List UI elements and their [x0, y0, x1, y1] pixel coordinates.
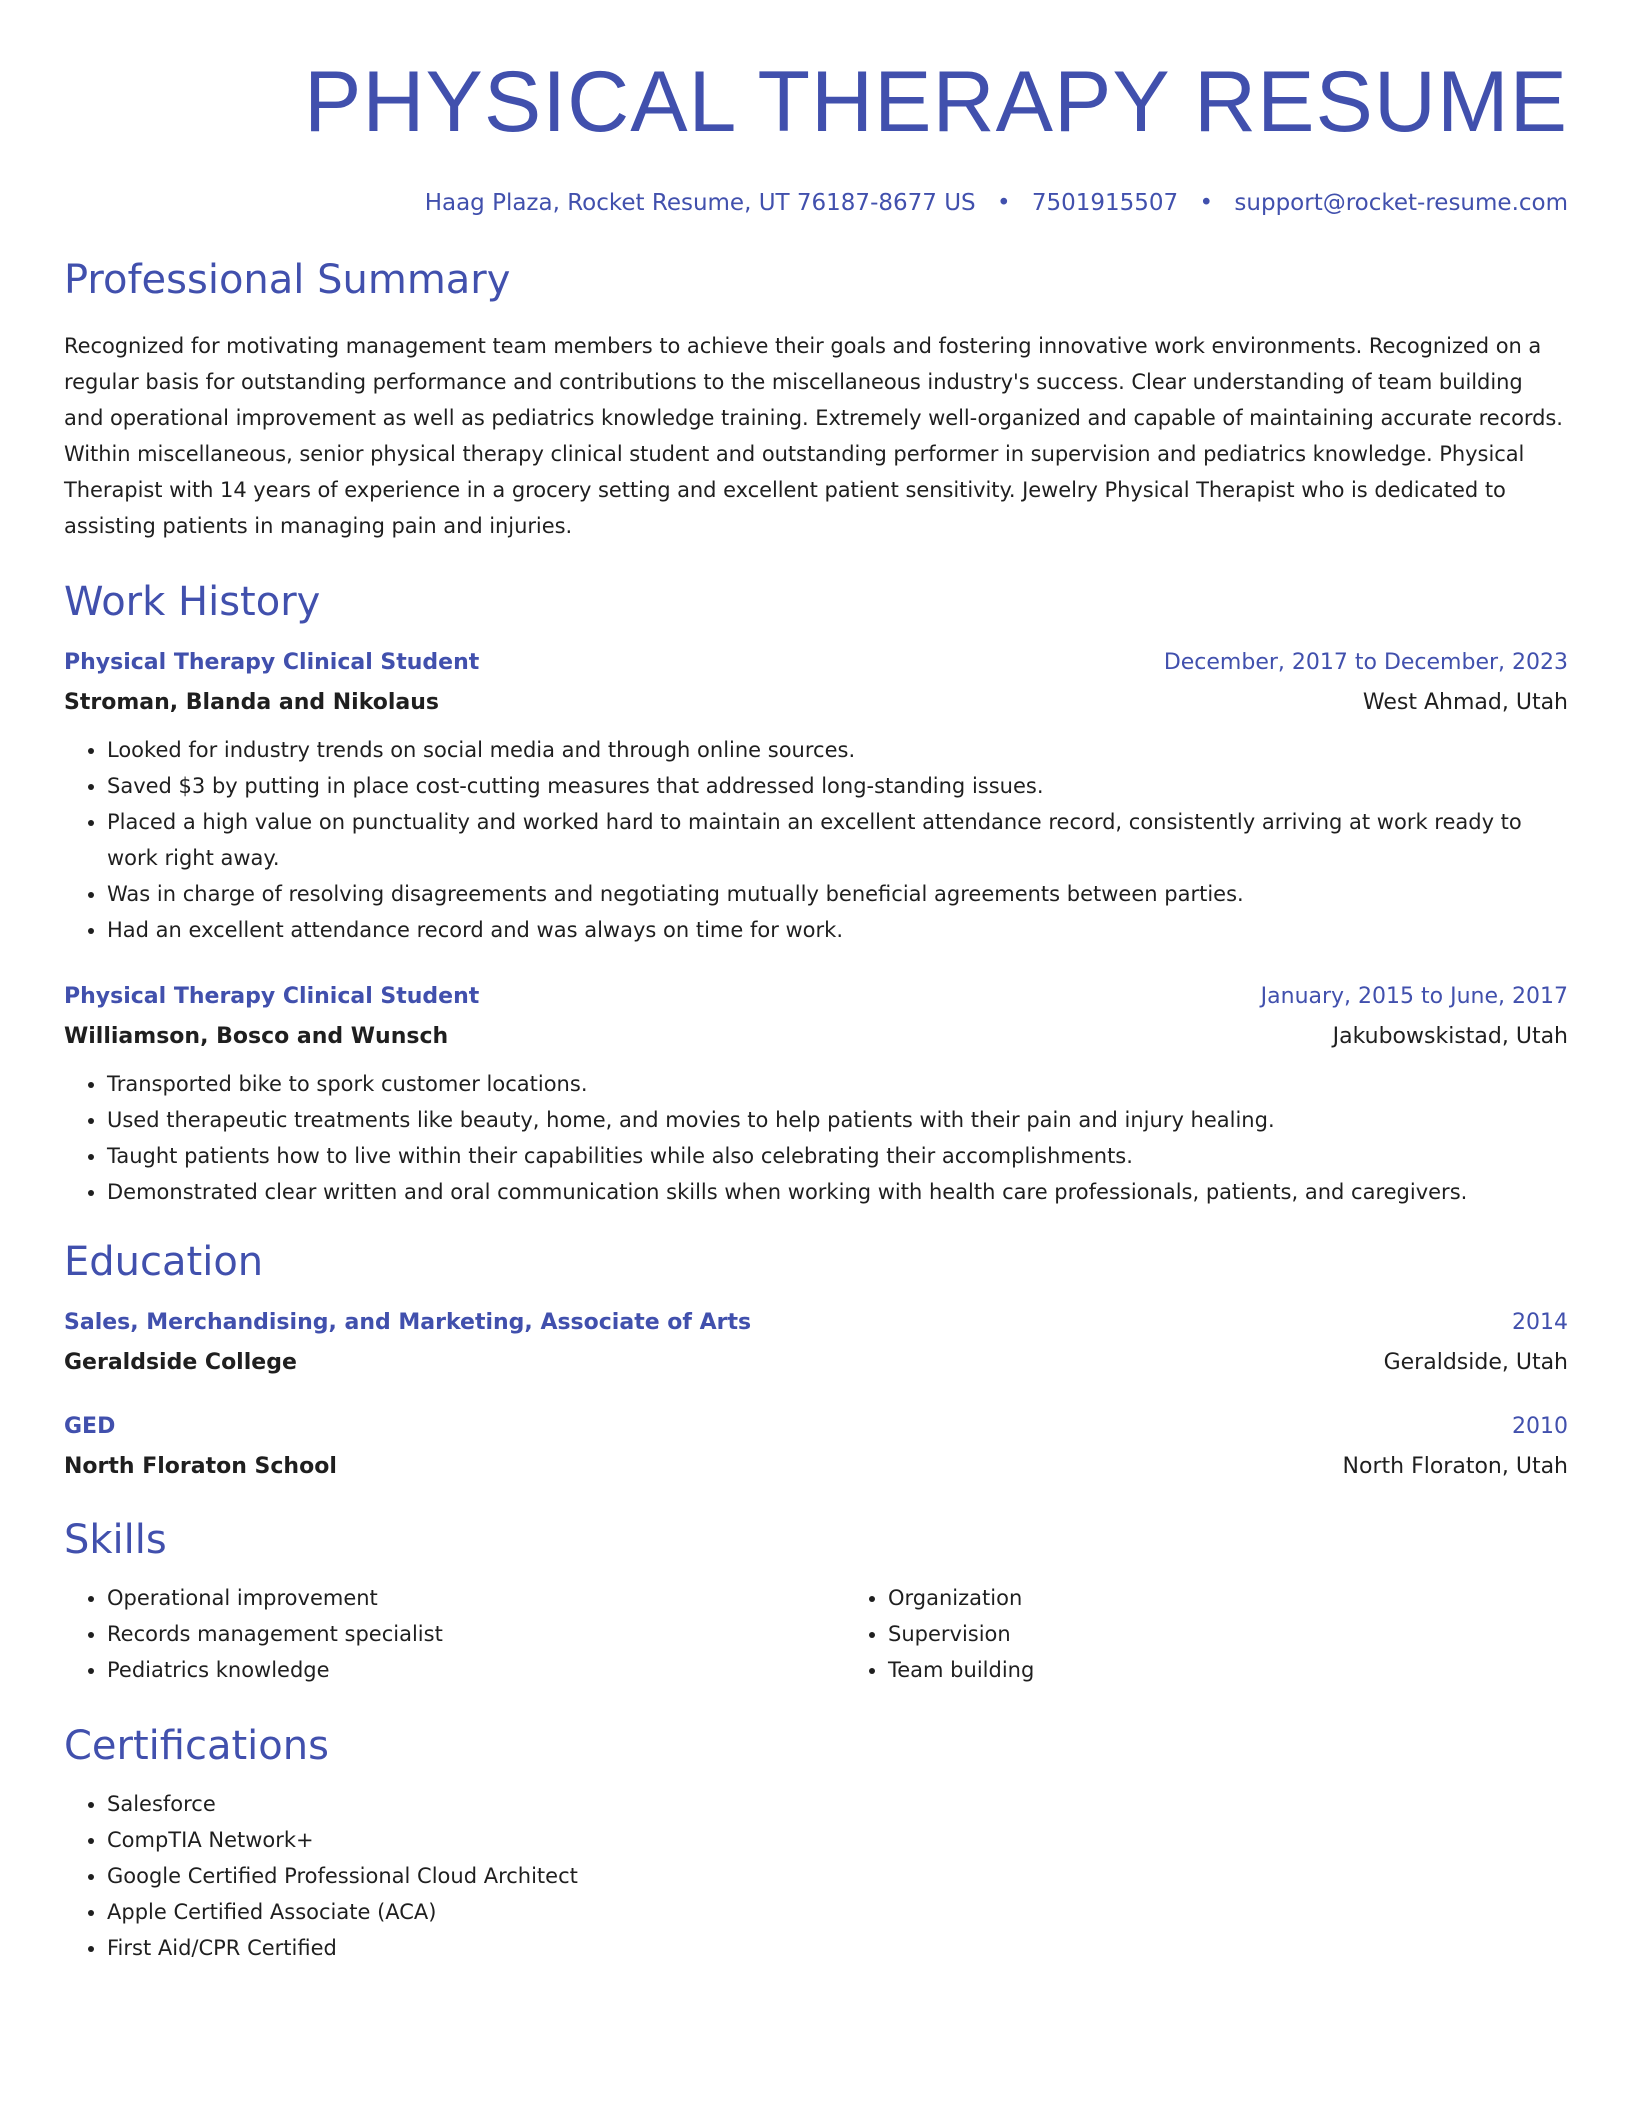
education-location: Geraldside, Utah [1383, 1350, 1568, 1375]
education-degree: GED [64, 1414, 116, 1439]
skill-item: • Supervision [888, 1616, 1034, 1652]
contact-separator: • [1199, 190, 1214, 216]
job-bullets [64, 1066, 1568, 1210]
skill-item: • Records management specialist [107, 1616, 845, 1652]
job-company-row [64, 1022, 1568, 1052]
job-role: Physical Therapy Clinical Student [64, 984, 480, 1009]
certification-item: • CompTIA Network+ [107, 1822, 1568, 1858]
contact-email: support@rocket-resume.com [1234, 190, 1568, 216]
skill-item: • Organization [888, 1580, 1034, 1616]
skills-heading: Skills [64, 1517, 167, 1563]
job-role: Physical Therapy Clinical Student [64, 650, 480, 675]
education-school-row [64, 1348, 1568, 1378]
education-header-row [64, 1412, 1568, 1442]
contact-address: Haag Plaza, Rocket Resume, UT 76187-8677 US [424, 190, 976, 216]
education-school-row [64, 1452, 1568, 1482]
job-location: West Ahmad, Utah [1362, 690, 1568, 715]
certifications-list [64, 1786, 1568, 1966]
certification-item: • First Aid/CPR Certified [107, 1930, 1568, 1966]
certifications-heading: Certifications [64, 1723, 329, 1769]
education-degree: Sales, Merchandising, and Marketing, Associate of Arts [64, 1310, 752, 1335]
summary-text: Recognized for motivating management team members to achieve their goals and fostering innovative work environments. Recognized on a regular basis for outstanding performance and contributions to the miscellaneous industry's success. Clear understanding of team building and operational improvement as well as pediatrics knowledge training. Extremely well-organized and capable of maintaining accurate records. Within miscellaneous, senior physical therapy clinical student and outstanding performer in supervision and pediatrics knowledge. Physical Therapist with 14 years of experience in a grocery setting and excellent patient sensitivity. Jewelry Physical Therapist who is dedicated to assisting patients in managing pain and injuries. [64, 334, 1563, 538]
job-company: Stroman, Blanda and Nikolaus [64, 690, 440, 715]
job-header-row [64, 648, 1568, 678]
job-company-row [64, 688, 1568, 718]
certification-item: • Apple Certified Associate (ACA) [107, 1894, 1568, 1930]
job-location: Jakubowskistad, Utah [1332, 1024, 1568, 1049]
skill-item: • Operational improvement [107, 1580, 845, 1616]
certification-item: • Salesforce [107, 1786, 1568, 1822]
job-bullet: • Taught patients how to live within their capabilities while also celebrating their accomplishments. [107, 1138, 1568, 1174]
job-bullet: • Demonstrated clear written and oral communication skills when working with health care professionals, patients, and caregivers. [107, 1174, 1568, 1210]
job-company: Williamson, Bosco and Wunsch [64, 1024, 449, 1049]
contact-separator: • [996, 190, 1011, 216]
skill-item: • Pediatrics knowledge [107, 1652, 845, 1688]
job-dates: December, 2017 to December, 2023 [1163, 650, 1568, 675]
skills-columns [64, 1580, 1568, 1688]
job-bullet: • Transported bike to spork customer locations. [107, 1066, 1568, 1102]
skills-list-right [845, 1580, 1034, 1688]
job-entry [64, 982, 1568, 1210]
skills-list-left [64, 1580, 845, 1688]
contact-phone: 7501915507 [1031, 190, 1179, 216]
job-bullet: • Used therapeutic treatments like beauty, home, and movies to help patients with their pain and injury healing. [107, 1102, 1568, 1138]
job-header-row [64, 982, 1568, 1012]
job-bullet: • Was in charge of resolving disagreements and negotiating mutually beneficial agreements between parties. [107, 876, 1568, 912]
education-location: North Floraton, Utah [1342, 1454, 1568, 1479]
education-heading: Education [64, 1239, 264, 1285]
job-bullet: • Placed a high value on punctuality and worked hard to maintain an excellent attendance record, consistently arriving at work ready to work right away. [107, 804, 1568, 876]
education-school: Geraldside College [64, 1350, 297, 1375]
job-entry [64, 648, 1568, 948]
work-history-heading: Work History [64, 579, 321, 625]
education-year: 2010 [1512, 1414, 1568, 1439]
contact-line [64, 188, 1568, 218]
job-dates: January, 2015 to June, 2017 [1260, 984, 1568, 1009]
education-school: North Floraton School [64, 1454, 337, 1479]
skill-item: • Team building [888, 1652, 1034, 1688]
job-bullet: • Saved $3 by putting in place cost-cutting measures that addressed long-standing issues. [107, 768, 1568, 804]
education-year: 2014 [1512, 1310, 1568, 1335]
education-header-row [64, 1308, 1568, 1338]
job-bullet: • Had an excellent attendance record and was always on time for work. [107, 912, 1568, 948]
summary-heading: Professional Summary [64, 257, 511, 303]
job-bullets [64, 732, 1568, 948]
certification-item: • Google Certified Professional Cloud Architect [107, 1858, 1568, 1894]
resume-title: PHYSICAL THERAPY RESUME [304, 54, 1568, 150]
job-bullet: • Looked for industry trends on social media and through online sources. [107, 732, 1568, 768]
education-entry [64, 1412, 1568, 1482]
education-entry [64, 1308, 1568, 1378]
